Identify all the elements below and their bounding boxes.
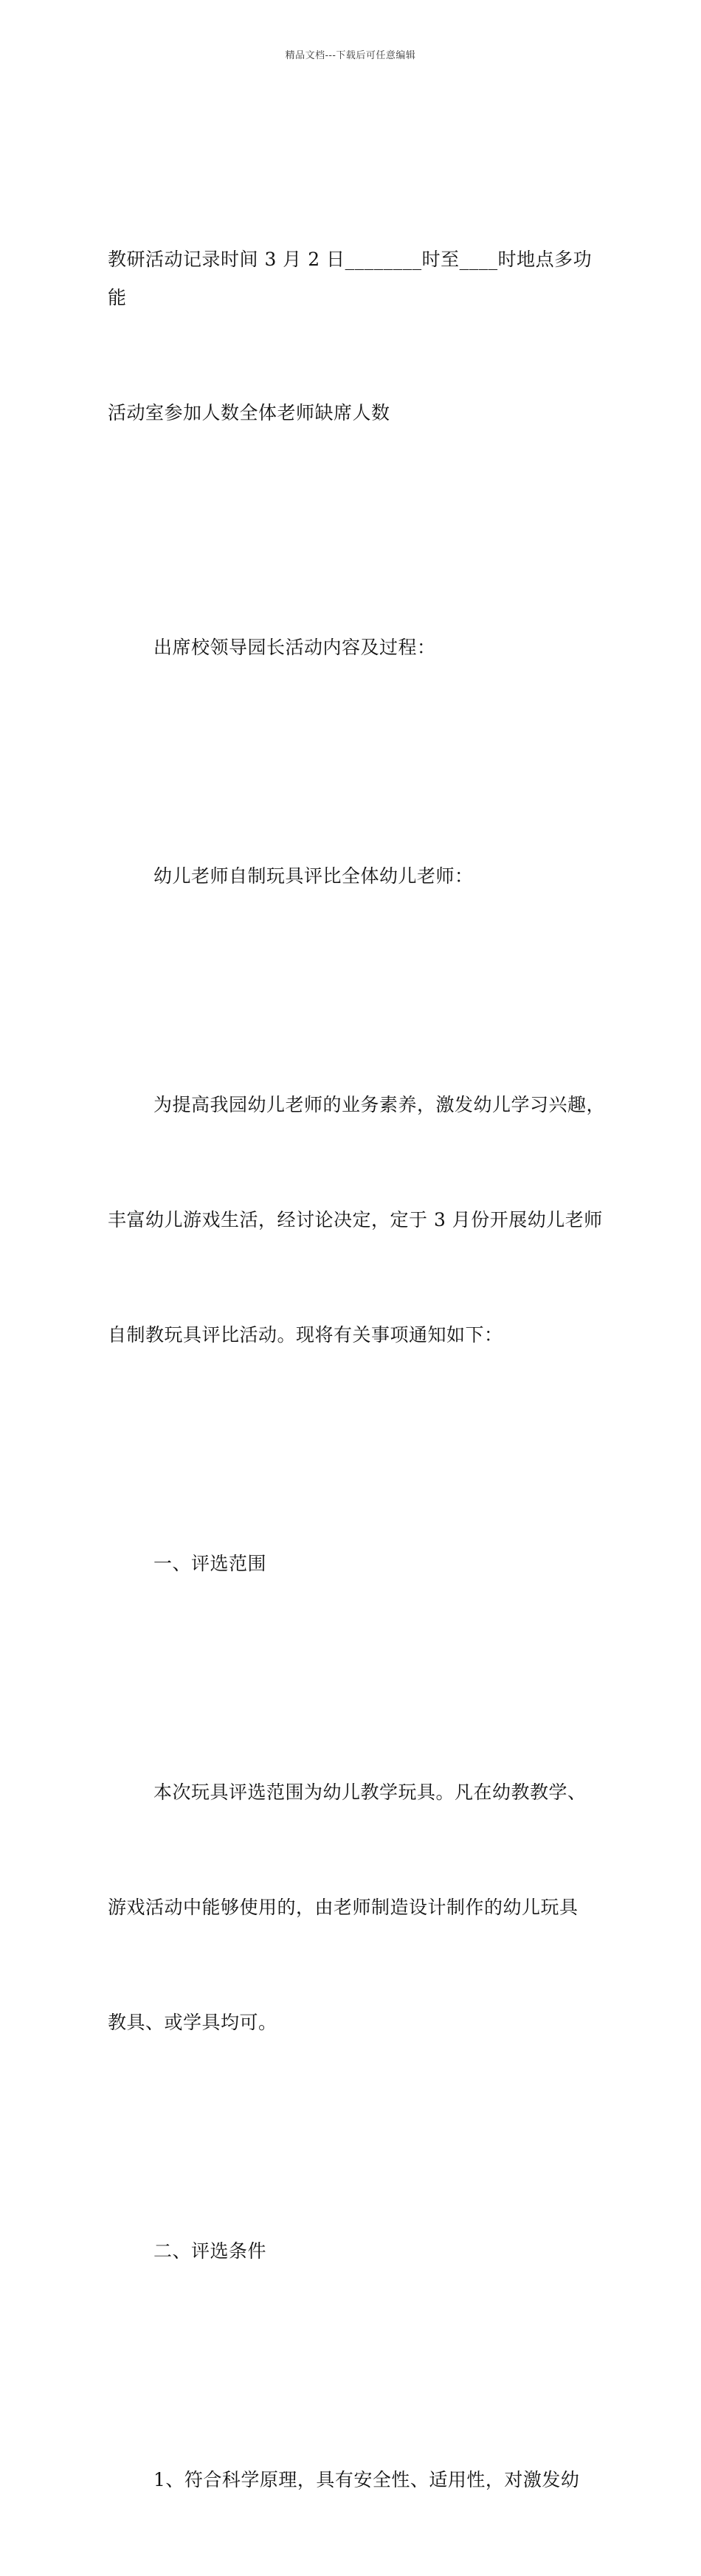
paragraph-condition-1 <box>108 2384 610 2576</box>
text-line: 一、评选范围 <box>153 1553 267 1574</box>
text-line: 丰富幼儿游戏生活，经讨论决定，定于 3 月份开展幼儿老师 <box>108 1209 603 1230</box>
paragraph-scope <box>108 1697 610 2119</box>
text-line: 为提高我园幼儿老师的业务素养，激发幼儿学习兴趣， <box>153 1094 606 1115</box>
text-line: 教研活动记录时间 3 月 2 日________时至____时地点多功能 <box>108 249 593 308</box>
paragraph-attendees <box>108 552 610 744</box>
text-line: 二、评选条件 <box>153 2240 267 2262</box>
text-line: 出席校领导园长活动内容及过程： <box>153 637 436 658</box>
paragraph-purpose <box>108 1009 610 1431</box>
text-line: 活动室参加人数全体老师缺席人数 <box>108 402 390 423</box>
paragraph-topic <box>108 780 610 972</box>
page-header: 精品文档---下载后可任意编辑 <box>285 50 416 61</box>
section-heading-conditions <box>108 2156 610 2347</box>
document-body <box>108 164 610 2576</box>
text-line: 幼儿老师自制玩具评比全体幼儿老师： <box>153 865 474 887</box>
text-line: 1、符合科学原理，具有安全性、适用性，对激发幼 <box>153 2469 580 2490</box>
text-line: 自制教玩具评比活动。现将有关事项通知如下： <box>108 1324 503 1346</box>
text-line: 游戏活动中能够使用的，由老师制造设计制作的幼儿玩具 <box>108 1897 579 1918</box>
text-line: 本次玩具评选范围为幼儿教学玩具。凡在幼教教学、 <box>153 1782 587 1803</box>
paragraph-activity-record <box>108 164 610 509</box>
text-line: 教具、或学具均可。 <box>108 2012 277 2033</box>
section-heading-scope <box>108 1468 610 1660</box>
